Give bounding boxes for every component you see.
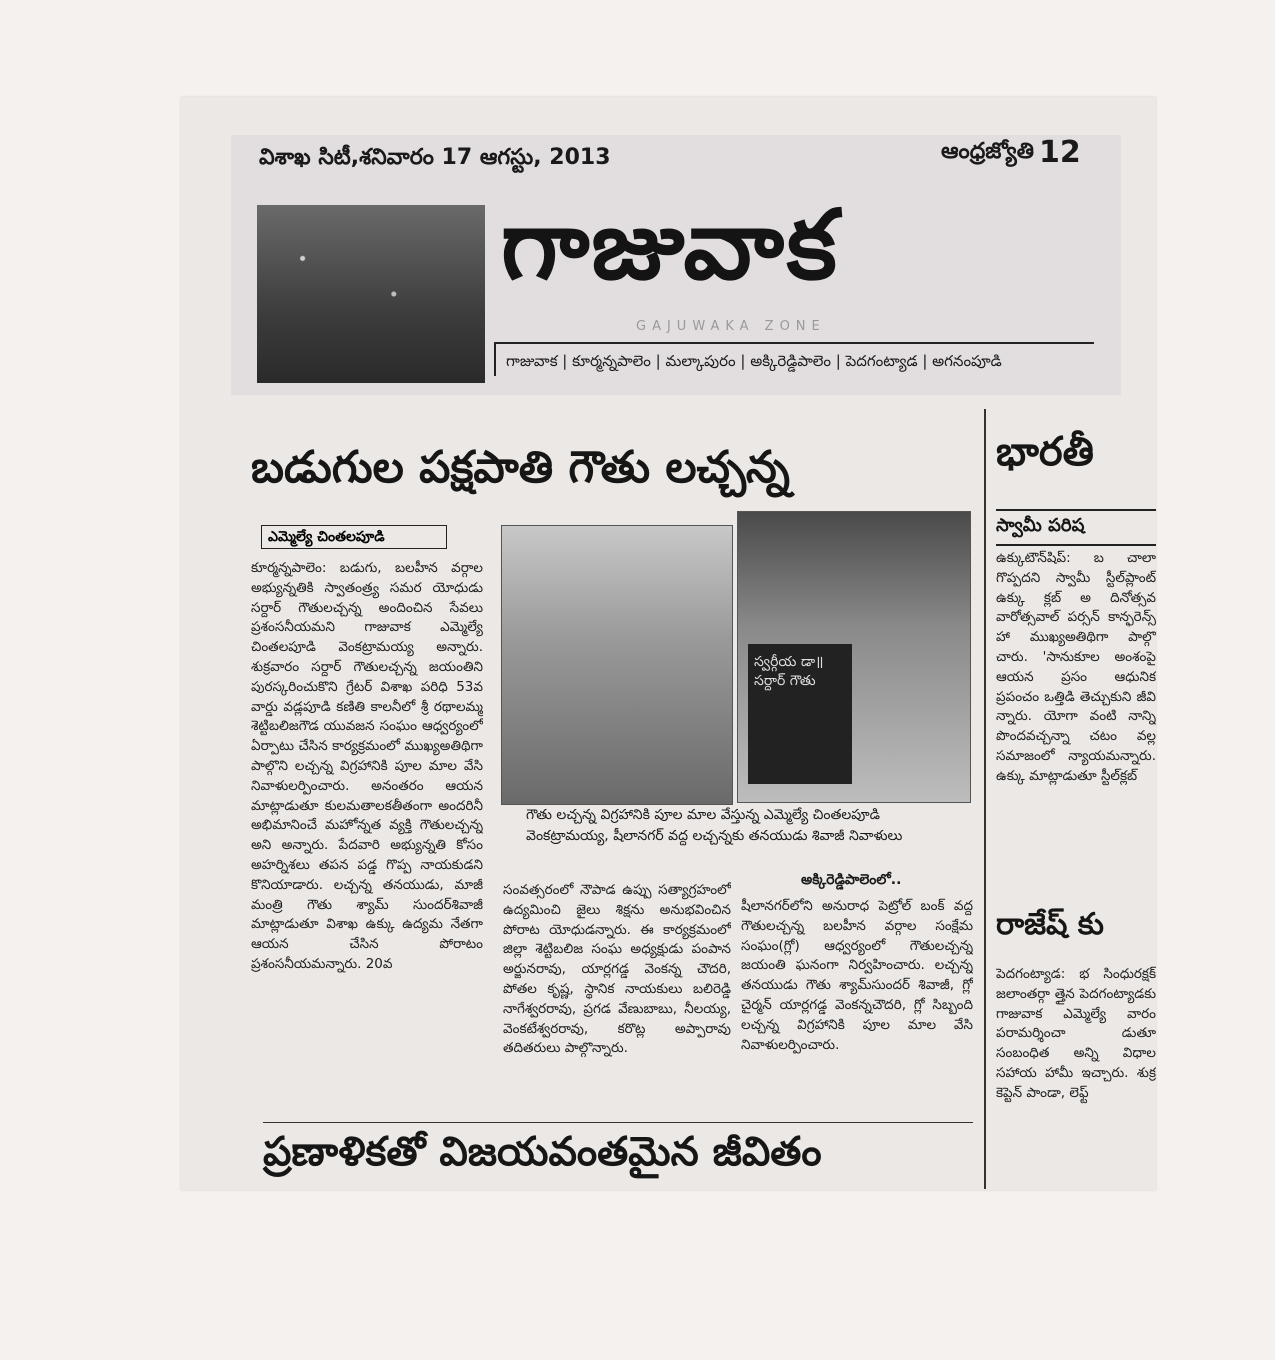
masthead-name: ఆంధ్రజ్యోతి (941, 139, 1034, 164)
side-headline-2: రాజేష్ కు (996, 907, 1104, 942)
side-headline-1: భారతీ (996, 429, 1094, 475)
story-column-3: షీలానగర్‌లోని అనురాధ పెట్రోల్ బంక్ వద్ద గౌతులచ్చన్న బలహీన వర్గాల సంక్షేమ సంఘం(గ్లో) ఆధ్వర్యంలో గౌతులచ్చన్న జయంతి ఘనంగా నిర్వహించారు. లచ్చన్న తనయుడు గౌతు శ్యామ్‌సుందర్ శివాజీ, గ్లో చైర్మన్ యార్లగడ్డ వెంకన్నచౌదరి, గ్లో సిబ్బంది లచ్చన్న విగ్రహానికి పూల మాల వేసి నివాళులర్పించారు. (741, 898, 973, 1053)
main-headline: బడుగుల పక్షపాతి గౌతు లచ్చన్న (251, 442, 790, 493)
side-subhead-1: స్వామీ పరిష (996, 509, 1156, 546)
page-number: 12 (1039, 135, 1081, 170)
photo-caption: గౌతు లచ్చన్న విగ్రహానికి పూల మాల వేస్తున్న ఎమ్మెల్యే చింతలపూడి వెంకట్రామయ్య, షీలానగర్ వద్ద లచ్చన్నకు తనయుడు శివాజీ నివాళులు (526, 807, 903, 844)
sub-dateline: అక్కిరెడ్డిపాలెంలో.. (801, 872, 902, 888)
zone-label: GAJUWAKA ZONE (636, 319, 826, 334)
column-divider (984, 409, 986, 1189)
story-column-1: కూర్మన్నపాలెం: బడుగు, బలహీన వర్గాల అభ్యున్నతికి స్వాతంత్ర్య సమర యోధుడు సర్దార్ గౌతులచ్చన్న అందించిన సేవలు ప్రశంసనీయమని గాజువాక ఎమ్మెల్యే చింతలపూడి వెంకట్రామయ్య అన్నారు. శుక్రవారం సర్దార్ గౌతులచ్చన్న జయంతిని పురస్కరించుకొని గ్రేటర్ విశాఖ పరిధి 53వ వార్డు వడ్లపూడి కణితి కాలనీలో శ్రీ రథాలమ్మ శెట్టిబలిజగౌడ యువజన సంఘం ఆధ్వర్యంలో ఏర్పాటు చేసిన కార్యక్రమంలో ముఖ్యఅతిథిగా పాల్గొని లచ్చన్న విగ్రహానికి పూల మాల వేసి నివాళులర్పించారు. అనంతరం ఆయన మాట్లాడుతూ కులమతాలకతీతంగా అందరినీ అభిమానించే మహోన్నత వ్యక్తి గౌతులచ్చన్న అని అన్నారు. పేదవారి అభ్యున్నతి కోసం అహర్నిశలు తపన పడ్డ గొప్ప నాయకుడని కొనియాడారు. లచ్చన్న తనయుడు, మాజీ మంత్రి గౌతు శ్యామ్ సుందర్‌శివాజీ మాట్లాడుతూ విశాఖ ఉక్కు ఉద్యమ నేతగా ఆయన చేసిన పోరాటం ప్రశంసనీయమన్నారు. 20వ (251, 560, 483, 972)
statue-garland-photo (501, 525, 733, 805)
bottom-headline: ప్రణాళికతో విజయవంతమైన జీవితం (263, 1122, 973, 1185)
tribute-photo (737, 511, 971, 803)
side-column-text-1: ఉక్కుటౌన్‌షిప్: బ చాలా గొప్పదని స్వామీ స్టీల్‌ప్లాంట్ ఉక్కు క్లబ్ అ దినోత్సవ వారోత్సవాల్ పర్సన్ కాన్ఫరెన్స్ హా ముఖ్యఅతిథిగా పాల్గొ చారు. 'సానుకూల అంశంపై ఆయన ప్రసం ఆధునిక ప్రపంచం ఒత్తిడి తెచ్చుకుని జీవి న్నారు. యోగా వంటి నాన్ని పొందవచ్చన్నా చటం వల్ల సమాజంలో న్యాయమన్నారు. ఉక్కు మాట్లాడుతూ స్టీల్‌క్లబ్ (996, 550, 1156, 784)
side-column-text-2: పెదగంట్యాడ: భ సింధురక్షక్ జలాంతర్గా త్తైన పెదగంట్యాడకు గాజువాక ఎమ్మెల్యే వారం పరామర్శించా డుతూ సంబంధిత అన్ని విధాల సహాయ హామీ ఇచ్చారు. శుక్ర కెప్టెన్ పాండా, లెఫ్ట్ (996, 966, 1156, 1101)
newspaper-clipping (181, 97, 1156, 1190)
byline: ఎమ్మెల్యే చింతలపూడి (261, 525, 447, 549)
localities-strip: గాజువాక | కూర్మన్నపాలెం | మల్కాపురం | అక్కిరెడ్డిపాలెం | పెదగంట్యాడ | అగనంపూడి (494, 342, 1094, 376)
dateline: విశాఖ సిటీ,శనివారం 17 ఆగస్టు, 2013 (259, 145, 611, 170)
memorial-plaque: స్వర్గీయ డా॥ సర్దార్ గౌతు (748, 644, 852, 784)
industrial-plant-photo (257, 205, 485, 383)
section-title: గాజువాక (501, 189, 839, 301)
story-column-2: సంవత్సరంలో నౌపాడ ఉప్పు సత్యాగ్రహంలో ఉద్యమించి జైలు శిక్షను అనుభవించిన పోరాట యోధుడన్నారు. ఈ కార్యక్రమంలో జిల్లా శెట్టిబలిజ సంఘ అధ్యక్షుడు పంపాన అర్జునరావు, యార్లగడ్డ వెంకన్న చౌదరి, పోతల కృష్ణ, స్థానిక నాయకులు బలిరెడ్డి నాగేశ్వరరావు, ప్రగడ వేణుబాబు, నీలయ్య, వెంకటేశ్వరరావు, కరొట్ల అప్పారావు తదితరులు పాల్గొన్నారు. (503, 882, 731, 1057)
